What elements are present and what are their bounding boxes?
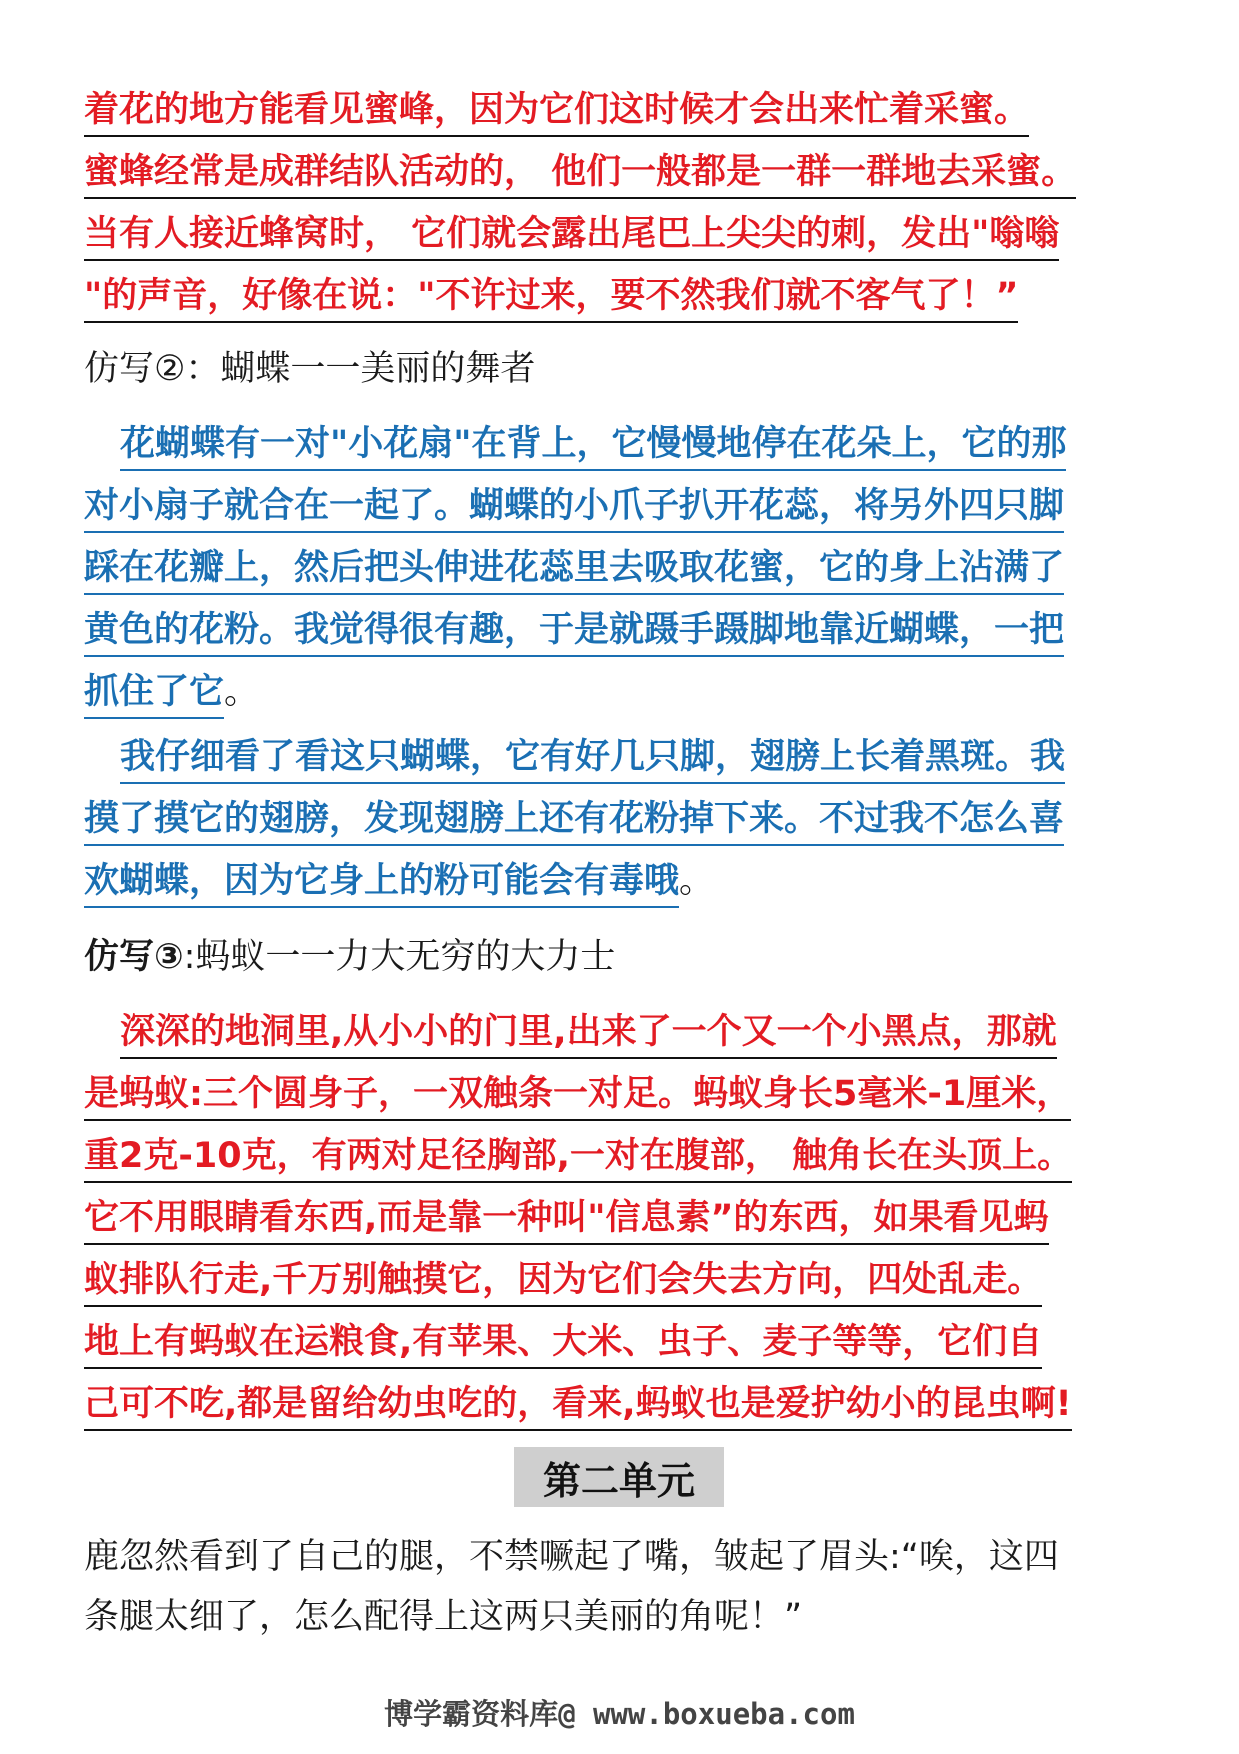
butterfly-p1-line-5-wrap <box>84 670 259 719</box>
bee-line-4: "的声音，好像在说："不许过来，要不然我们就不客气了！” <box>84 274 1018 323</box>
ant-heading-label: 仿写③ <box>84 937 184 977</box>
butterfly-p1-line-3: 踩在花瓣上，然后把头伸进花蕊里去吸取花蜜，它的身上沾满了 <box>84 546 1064 595</box>
unit2-line-2: 条腿太细了，怎么配得上这两只美丽的角呢！” <box>84 1597 803 1637</box>
butterfly-p2-line-3: 欢蝴蝶，因为它身上的粉可能会有毒哦 <box>84 859 679 908</box>
footer-watermark: 博学霸资料库@ www.boxueba.com <box>384 1697 855 1731</box>
ant-line-5: 蚁排队行走,千万别触摸它，因为它们会失去方向，四处乱走。 <box>84 1258 1042 1307</box>
butterfly-p1-tail: 。 <box>224 672 260 712</box>
butterfly-p1-line-5: 抓住了它 <box>84 670 224 719</box>
ant-heading <box>84 935 615 980</box>
ant-line-6: 地上有蚂蚁在运粮食,有苹果、大米、虫子、麦子等等，它们自 <box>84 1320 1042 1369</box>
butterfly-heading: 仿写②：蝴蝶一一美丽的舞者 <box>84 349 536 389</box>
ant-line-4: 它不用眼睛看东西,而是靠一种叫"信息素”的东西，如果看见蚂 <box>84 1196 1049 1245</box>
bee-line-2: 蜜蜂经常是成群结队活动的， 他们一般都是一群一群地去采蜜。 <box>84 150 1076 199</box>
butterfly-p1-line-1: 花蝴蝶有一对"小花扇"在背上，它慢慢地停在花朵上，它的那 <box>120 422 1066 471</box>
ant-line-3: 重2克-10克，有两对足径胸部,一对在腹部， 触角长在头顶上。 <box>84 1134 1072 1183</box>
ant-line-1: 深深的地洞里,从小小的门里,出来了一个又一个小黑点，那就 <box>120 1010 1057 1059</box>
bee-line-1: 着花的地方能看见蜜峰，因为它们这时候才会出来忙着采蜜。 <box>84 88 1029 137</box>
unit-title-box: 第二单元 <box>514 1447 724 1507</box>
unit2-line-1: 鹿忽然看到了自己的腿，不禁噘起了嘴，皱起了眉头:“唉，这四 <box>84 1537 1059 1577</box>
butterfly-p2-line-3-wrap <box>84 859 714 908</box>
butterfly-p1-line-4: 黄色的花粉。我觉得很有趣，于是就蹑手蹑脚地靠近蝴蝶，一把 <box>84 608 1064 657</box>
ant-heading-title: :蚂蚁一一力大无穷的大力士 <box>183 937 616 977</box>
bee-line-3: 当有人接近蜂窝时， 它们就会露出尾巴上尖尖的刺，发出"嗡嗡 <box>84 212 1059 261</box>
ant-line-7: 己可不吃,都是留给幼虫吃的，看来,蚂蚁也是爱护幼小的昆虫啊! <box>84 1382 1072 1431</box>
butterfly-p1-line-2: 对小扇子就合在一起了。蝴蝶的小爪子扒开花蕊，将另外四只脚 <box>84 484 1064 533</box>
butterfly-p2-line-2: 摸了摸它的翅膀，发现翅膀上还有花粉掉下来。不过我不怎么喜 <box>84 797 1064 846</box>
ant-line-2: 是蚂蚁:三个圆身子，一双触条一对足。蚂蚁身长5毫米-1厘米， <box>84 1072 1071 1121</box>
butterfly-p2-line-1: 我仔细看了看这只蝴蝶，它有好几只脚，翅膀上长着黑斑。我 <box>120 735 1065 784</box>
butterfly-p2-tail: 。 <box>679 861 715 901</box>
